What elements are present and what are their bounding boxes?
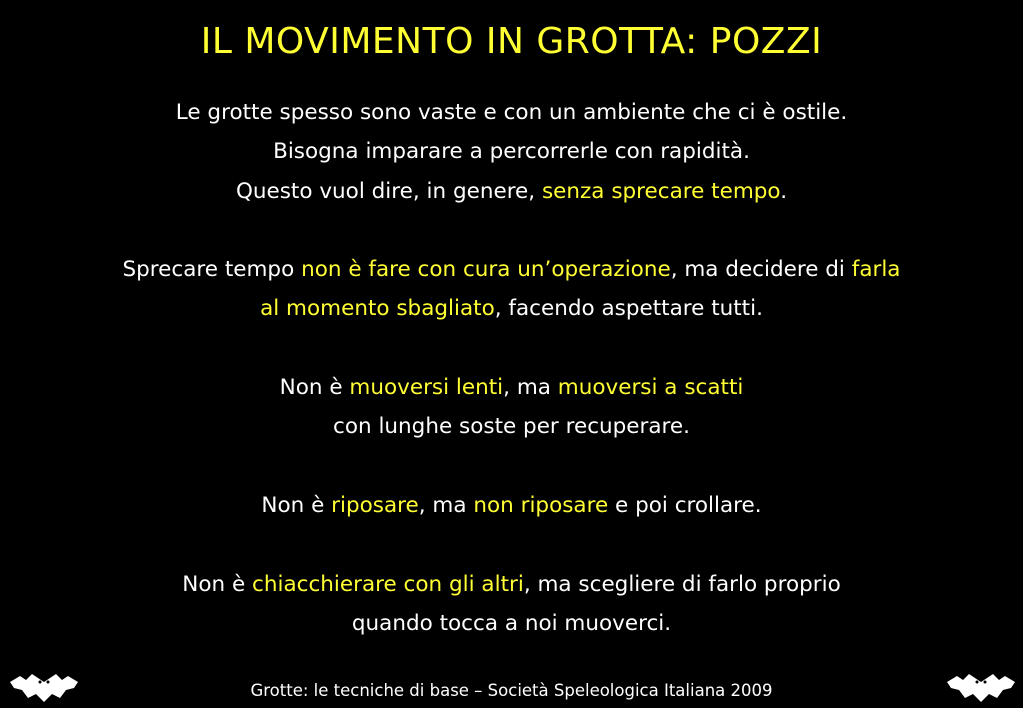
text-segment: Non è <box>182 571 253 597</box>
text-segment: , facendo aspettare tutti. <box>494 296 763 322</box>
text-segment: , ma <box>418 492 474 518</box>
body-line <box>0 132 1023 171</box>
body-line <box>0 289 1023 328</box>
highlighted-text: farla <box>851 257 901 283</box>
text-segment: , ma scegliere di farlo proprio <box>523 571 841 597</box>
text-segment: , ma <box>503 375 558 401</box>
blank-line <box>0 211 1023 250</box>
text-segment: , ma decidere di <box>670 257 852 283</box>
slide-body <box>0 93 1023 643</box>
blank-line <box>0 525 1023 564</box>
body-line <box>0 407 1023 446</box>
highlighted-text: al momento sbagliato <box>260 296 495 322</box>
body-line <box>0 565 1023 604</box>
text-segment: Le grotte spesso sono vaste e con un ambiente che ci è ostile. <box>175 100 848 125</box>
highlighted-text: senza sprecare tempo <box>541 178 781 204</box>
text-segment: con lunghe soste per recuperare. <box>333 414 690 440</box>
body-line <box>0 604 1023 643</box>
highlighted-text: non è fare con cura un’operazione <box>301 257 671 283</box>
body-line <box>0 250 1023 289</box>
body-line <box>0 172 1023 211</box>
slide-title: IL MOVIMENTO IN GROTTA: POZZI <box>200 21 823 62</box>
highlighted-text: muoversi lenti <box>349 375 504 401</box>
text-segment: quando tocca a noi muoverci. <box>351 610 672 636</box>
highlighted-text: non riposare <box>473 492 609 518</box>
text-segment: Bisogna imparare a percorrerle con rapidità. <box>273 139 750 165</box>
ssi-bat-logo-right <box>945 668 1017 706</box>
footer-caption: Grotte: le tecniche di base – Società Speleologica Italiana 2009 <box>250 681 773 700</box>
text-segment: Non è <box>261 492 332 518</box>
highlighted-text: muoversi a scatti <box>557 375 744 401</box>
text-segment: Non è <box>279 375 350 401</box>
blank-line <box>0 447 1023 486</box>
highlighted-text: riposare <box>331 492 419 518</box>
highlighted-text: chiacchierare con gli altri <box>252 571 524 597</box>
body-line <box>0 93 1023 132</box>
text-segment: e poi crollare. <box>608 492 762 518</box>
body-line <box>0 368 1023 407</box>
body-line <box>0 486 1023 525</box>
text-segment: Sprecare tempo <box>122 257 302 283</box>
blank-line <box>0 329 1023 368</box>
text-segment: . <box>780 178 788 204</box>
text-segment: Questo vuol dire, in genere, <box>235 178 542 204</box>
